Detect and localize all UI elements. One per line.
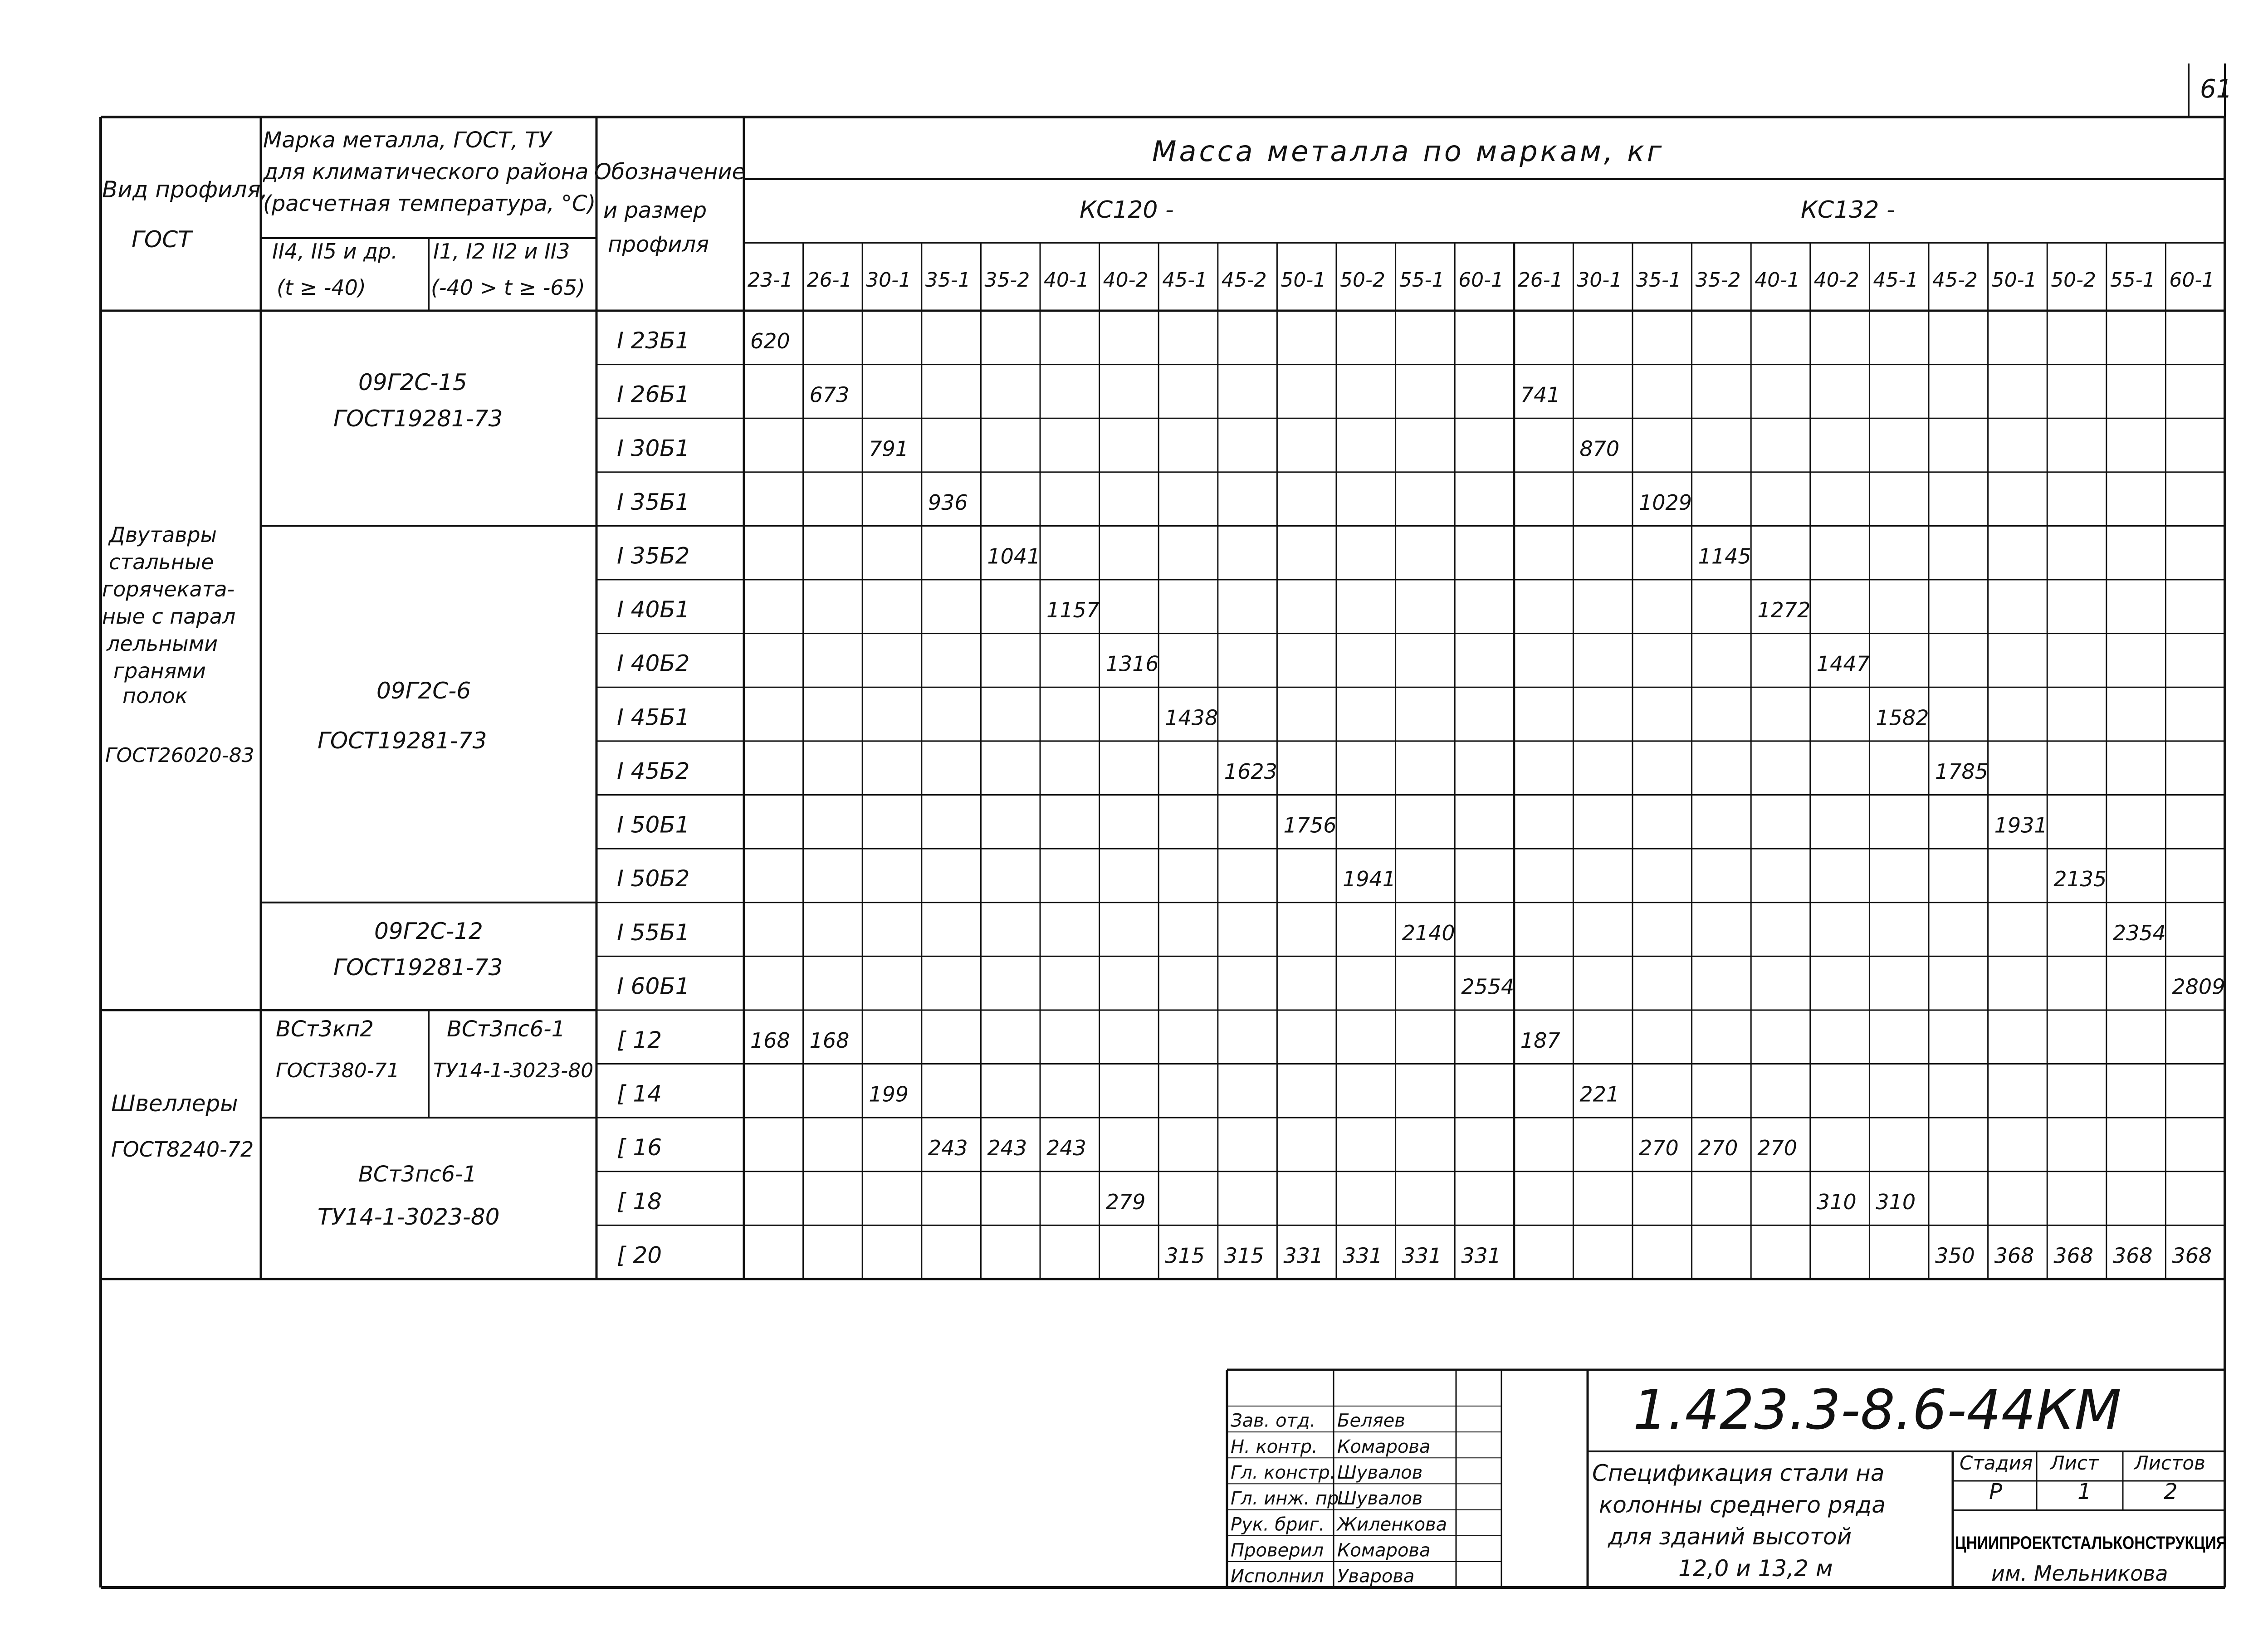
header-designation [594, 159, 745, 257]
column-header-55-1: 55-1 [2110, 269, 2156, 292]
steel-group-5 [433, 1016, 593, 1082]
mass-value: 1145 [1698, 544, 1751, 569]
mass-value: 1756 [1283, 813, 1337, 838]
header-steel-grade-l1: Марка металла, ГОСТ, ТУ [263, 127, 552, 153]
profile-designation: [ 12 [617, 1026, 662, 1053]
column-header-40-2: 40-2 [1103, 269, 1149, 292]
mass-value: 279 [1105, 1189, 1146, 1214]
column-header-45-2: 45-2 [1932, 269, 1978, 292]
column-header-30-1: 30-1 [866, 269, 912, 292]
mass-value: 199 [869, 1082, 909, 1107]
steel-group-5-gost: ТУ14-1-3023-80 [433, 1059, 594, 1082]
steel-group-1-gost: ГОСТ19281-73 [333, 405, 503, 432]
column-header-60-1: 60-1 [2169, 269, 2215, 292]
table-grid [101, 63, 2225, 1587]
mass-value: 2135 [2053, 867, 2107, 892]
stamp-name: Шувалов [1337, 1462, 1423, 1483]
mass-value: 1447 [1816, 651, 1870, 676]
column-header-60-1: 60-1 [1458, 269, 1504, 292]
title-block [1592, 1379, 2227, 1586]
profile-group-i-beams [102, 523, 254, 767]
steel-group-1 [333, 369, 503, 432]
profile-designation: I 35Б2 [617, 542, 690, 569]
mass-value: 1157 [1046, 598, 1100, 623]
document-code: 1.423.3-8.6-44КМ [1633, 1379, 2121, 1442]
sheet-label: Лист [2050, 1452, 2099, 1474]
stamp-title-3: для зданий высотой [1608, 1524, 1852, 1550]
steel-group-6 [318, 1162, 499, 1230]
mass-value: 1582 [1876, 705, 1929, 730]
mass-value: 168 [809, 1028, 850, 1053]
sheet-value: 1 [2077, 1479, 2092, 1504]
column-header-50-1: 50-1 [1281, 269, 1326, 292]
header-climate-1-l1: II4, II5 и др. [272, 239, 398, 264]
i-beam-gost: ГОСТ26020-83 [105, 744, 254, 767]
stamp-title-1: Спецификация стали на [1592, 1460, 1885, 1486]
profile-designation: I 45Б1 [617, 704, 690, 731]
column-header-50-2: 50-2 [1340, 269, 1385, 292]
mass-value: 310 [1816, 1189, 1857, 1214]
mass-value: 741 [1520, 382, 1560, 407]
stamp-name: Жиленкова [1337, 1514, 1447, 1535]
steel-group-6-gost: ТУ14-1-3023-80 [318, 1204, 500, 1230]
mass-value: 270 [1639, 1136, 1679, 1161]
organization-sub: им. Мельникова [1991, 1561, 2168, 1586]
mass-value: 1272 [1757, 598, 1811, 623]
header-climate-1-l2: (t ≥ -40) [277, 275, 366, 300]
mass-value: 1941 [1343, 867, 1396, 892]
mass-value: 368 [2112, 1243, 2153, 1268]
mass-value: 168 [750, 1028, 790, 1053]
steel-group-3-grade: 09Г2С-12 [374, 918, 483, 944]
profile-designation: I 55Б1 [617, 919, 690, 946]
mass-value: 331 [1343, 1243, 1383, 1268]
header-designation-l1: Обозначение [594, 159, 746, 185]
column-header-40-1: 40-1 [1044, 269, 1089, 292]
mass-value: 315 [1224, 1243, 1264, 1268]
channel-label: Швеллеры [111, 1090, 238, 1117]
column-header-23-1: 23-1 [748, 269, 793, 292]
stamp-role: Зав. отд. [1231, 1410, 1316, 1431]
mass-value: 2140 [1402, 920, 1455, 945]
steel-group-3-gost: ГОСТ19281-73 [333, 954, 503, 981]
stamp-signatories [1231, 1411, 1447, 1587]
stamp-role: Исполнил [1231, 1566, 1324, 1587]
mass-value: 1623 [1224, 759, 1277, 784]
stamp-name: Комарова [1337, 1540, 1431, 1561]
stamp-role: Гл. констр. [1231, 1462, 1336, 1483]
column-header-45-2: 45-2 [1221, 269, 1267, 292]
mass-value: 350 [1935, 1243, 1975, 1268]
mass-value: 310 [1876, 1189, 1916, 1214]
stage-label: Стадия [1960, 1452, 2033, 1474]
header-steel-grade-l2: для климатического района [263, 159, 589, 185]
mass-value: 331 [1461, 1243, 1501, 1268]
mass-value: 331 [1402, 1243, 1442, 1268]
mass-value: 187 [1520, 1028, 1560, 1053]
sheets-label: Листов [2134, 1452, 2205, 1474]
steel-group-4-gost: ГОСТ380-71 [276, 1059, 400, 1082]
mass-value: 315 [1165, 1243, 1205, 1268]
stamp-title-2: колонны среднего ряда [1599, 1492, 1886, 1518]
i-beam-label-4: ные с парал [102, 604, 236, 629]
mass-value: 331 [1283, 1243, 1324, 1268]
profile-designation: I 40Б2 [617, 650, 690, 677]
mass-value: 2809 [2172, 974, 2225, 999]
i-beam-label-5: лельными [107, 631, 218, 656]
column-header-26-1: 26-1 [1517, 269, 1563, 292]
header-profile-type [102, 176, 268, 253]
stamp-name: Уварова [1337, 1566, 1415, 1587]
header-kc132: КС132 - [1801, 196, 1895, 224]
column-header-45-1: 45-1 [1873, 269, 1919, 292]
i-beam-label-1: Двутавры [109, 523, 217, 547]
steel-group-3 [333, 918, 503, 981]
profile-designation: I 35Б1 [617, 488, 690, 515]
column-header-26-1: 26-1 [807, 269, 852, 292]
steel-group-1-grade: 09Г2С-15 [358, 369, 467, 396]
stamp-name: Шувалов [1337, 1488, 1423, 1509]
header-designation-l2: и размер [603, 198, 707, 223]
column-header-55-1: 55-1 [1399, 269, 1445, 292]
mass-value: 870 [1579, 436, 1620, 461]
steel-group-4 [276, 1016, 400, 1082]
steel-group-6-grade: ВСт3пс6-1 [358, 1162, 477, 1187]
mass-value: 368 [1994, 1243, 2034, 1268]
header-climate-2-l1: I1, I2 II2 и II3 [433, 239, 570, 264]
stage-value: Р [1989, 1479, 2002, 1504]
mass-value: 1785 [1935, 759, 1989, 784]
header-kc120: КС120 - [1080, 196, 1174, 224]
mass-value: 1029 [1639, 490, 1692, 515]
column-header-50-1: 50-1 [1991, 269, 2037, 292]
mass-value: 270 [1698, 1136, 1738, 1161]
column-header-35-2: 35-2 [984, 269, 1030, 292]
profile-designation: [ 20 [617, 1242, 662, 1269]
profile-designation: I 50Б2 [617, 865, 690, 892]
column-header-30-1: 30-1 [1577, 269, 1623, 292]
profile-designation: I 60Б1 [617, 973, 690, 1000]
header-mass: Масса металла по маркам, кг [1152, 135, 1665, 168]
mass-value: 1041 [987, 544, 1041, 569]
stamp-name: Комарова [1337, 1436, 1431, 1457]
mass-value: 1931 [1994, 813, 2048, 838]
column-header-35-1: 35-1 [925, 269, 971, 292]
stamp-role: Проверил [1231, 1540, 1324, 1561]
stamp-role: Н. контр. [1231, 1436, 1318, 1457]
profile-group-channels [111, 1090, 254, 1162]
profile-designation: I 45Б2 [617, 757, 690, 784]
mass-value: 2554 [1461, 974, 1515, 999]
steel-group-5-grade: ВСт3пс6-1 [447, 1016, 566, 1042]
column-header-40-1: 40-1 [1755, 269, 1800, 292]
mass-value: 1438 [1165, 705, 1218, 730]
mass-value: 620 [750, 329, 790, 354]
header-steel-grade-l3: (расчетная температура, °С) [263, 191, 596, 216]
i-beam-label-2: стальные [109, 550, 214, 574]
profile-designation: I 50Б1 [617, 811, 690, 838]
column-header-45-1: 45-1 [1162, 269, 1208, 292]
steel-group-4-grade: ВСт3кп2 [276, 1016, 374, 1042]
mass-value: 221 [1579, 1082, 1620, 1107]
stamp-title-4: 12,0 и 13,2 м [1678, 1555, 1833, 1582]
steel-group-2-grade: 09Г2С-6 [376, 678, 471, 704]
header-designation-l3: профиля [608, 232, 709, 257]
profile-designation: I 26Б1 [617, 381, 690, 408]
mass-value: 936 [928, 490, 968, 515]
profile-designation: [ 14 [617, 1080, 662, 1107]
mass-value: 673 [809, 382, 850, 407]
header-profile-type-line2: ГОСТ [132, 226, 192, 253]
i-beam-label-7: полок [122, 684, 188, 708]
sheets-value: 2 [2164, 1479, 2178, 1504]
column-header-35-1: 35-1 [1636, 269, 1681, 292]
header-profile-type-line1: Вид профиля, [102, 176, 268, 203]
mass-value: 791 [869, 436, 909, 461]
mass-value: 243 [1046, 1136, 1086, 1161]
mass-value: 1316 [1105, 651, 1159, 676]
stamp-role: Рук. бриг. [1231, 1514, 1325, 1535]
column-header-40-2: 40-2 [1813, 269, 1859, 292]
mass-value: 243 [987, 1136, 1027, 1161]
page-number: 61 [2200, 74, 2233, 104]
i-beam-label-3: горячеката- [102, 577, 235, 601]
column-header-50-2: 50-2 [2051, 269, 2097, 292]
channel-gost: ГОСТ8240-72 [111, 1137, 254, 1162]
profile-designation: I 23Б1 [617, 327, 690, 354]
mass-value: 368 [2053, 1243, 2094, 1268]
steel-group-2 [318, 678, 487, 754]
mass-value: 368 [2172, 1243, 2212, 1268]
profile-designation: I 30Б1 [617, 435, 690, 462]
steel-group-2-gost: ГОСТ19281-73 [318, 728, 487, 754]
stamp-name: Беляев [1337, 1410, 1405, 1431]
mass-value: 243 [928, 1136, 968, 1161]
profile-designation: [ 16 [617, 1134, 662, 1161]
column-header-35-2: 35-2 [1695, 269, 1741, 292]
organization: ЦНИИПРОЕКТСТАЛЬКОНСТРУКЦИЯ [1955, 1533, 2227, 1553]
profile-designation: I 40Б1 [617, 596, 690, 623]
mass-value: 270 [1757, 1136, 1798, 1161]
header-climate-2-l2: (-40 > t ≥ -65) [431, 275, 585, 300]
i-beam-label-6: гранями [113, 659, 206, 683]
stamp-role: Гл. инж. пр. [1231, 1488, 1345, 1509]
mass-value: 2354 [2112, 920, 2166, 945]
profile-designation: [ 18 [617, 1188, 662, 1215]
